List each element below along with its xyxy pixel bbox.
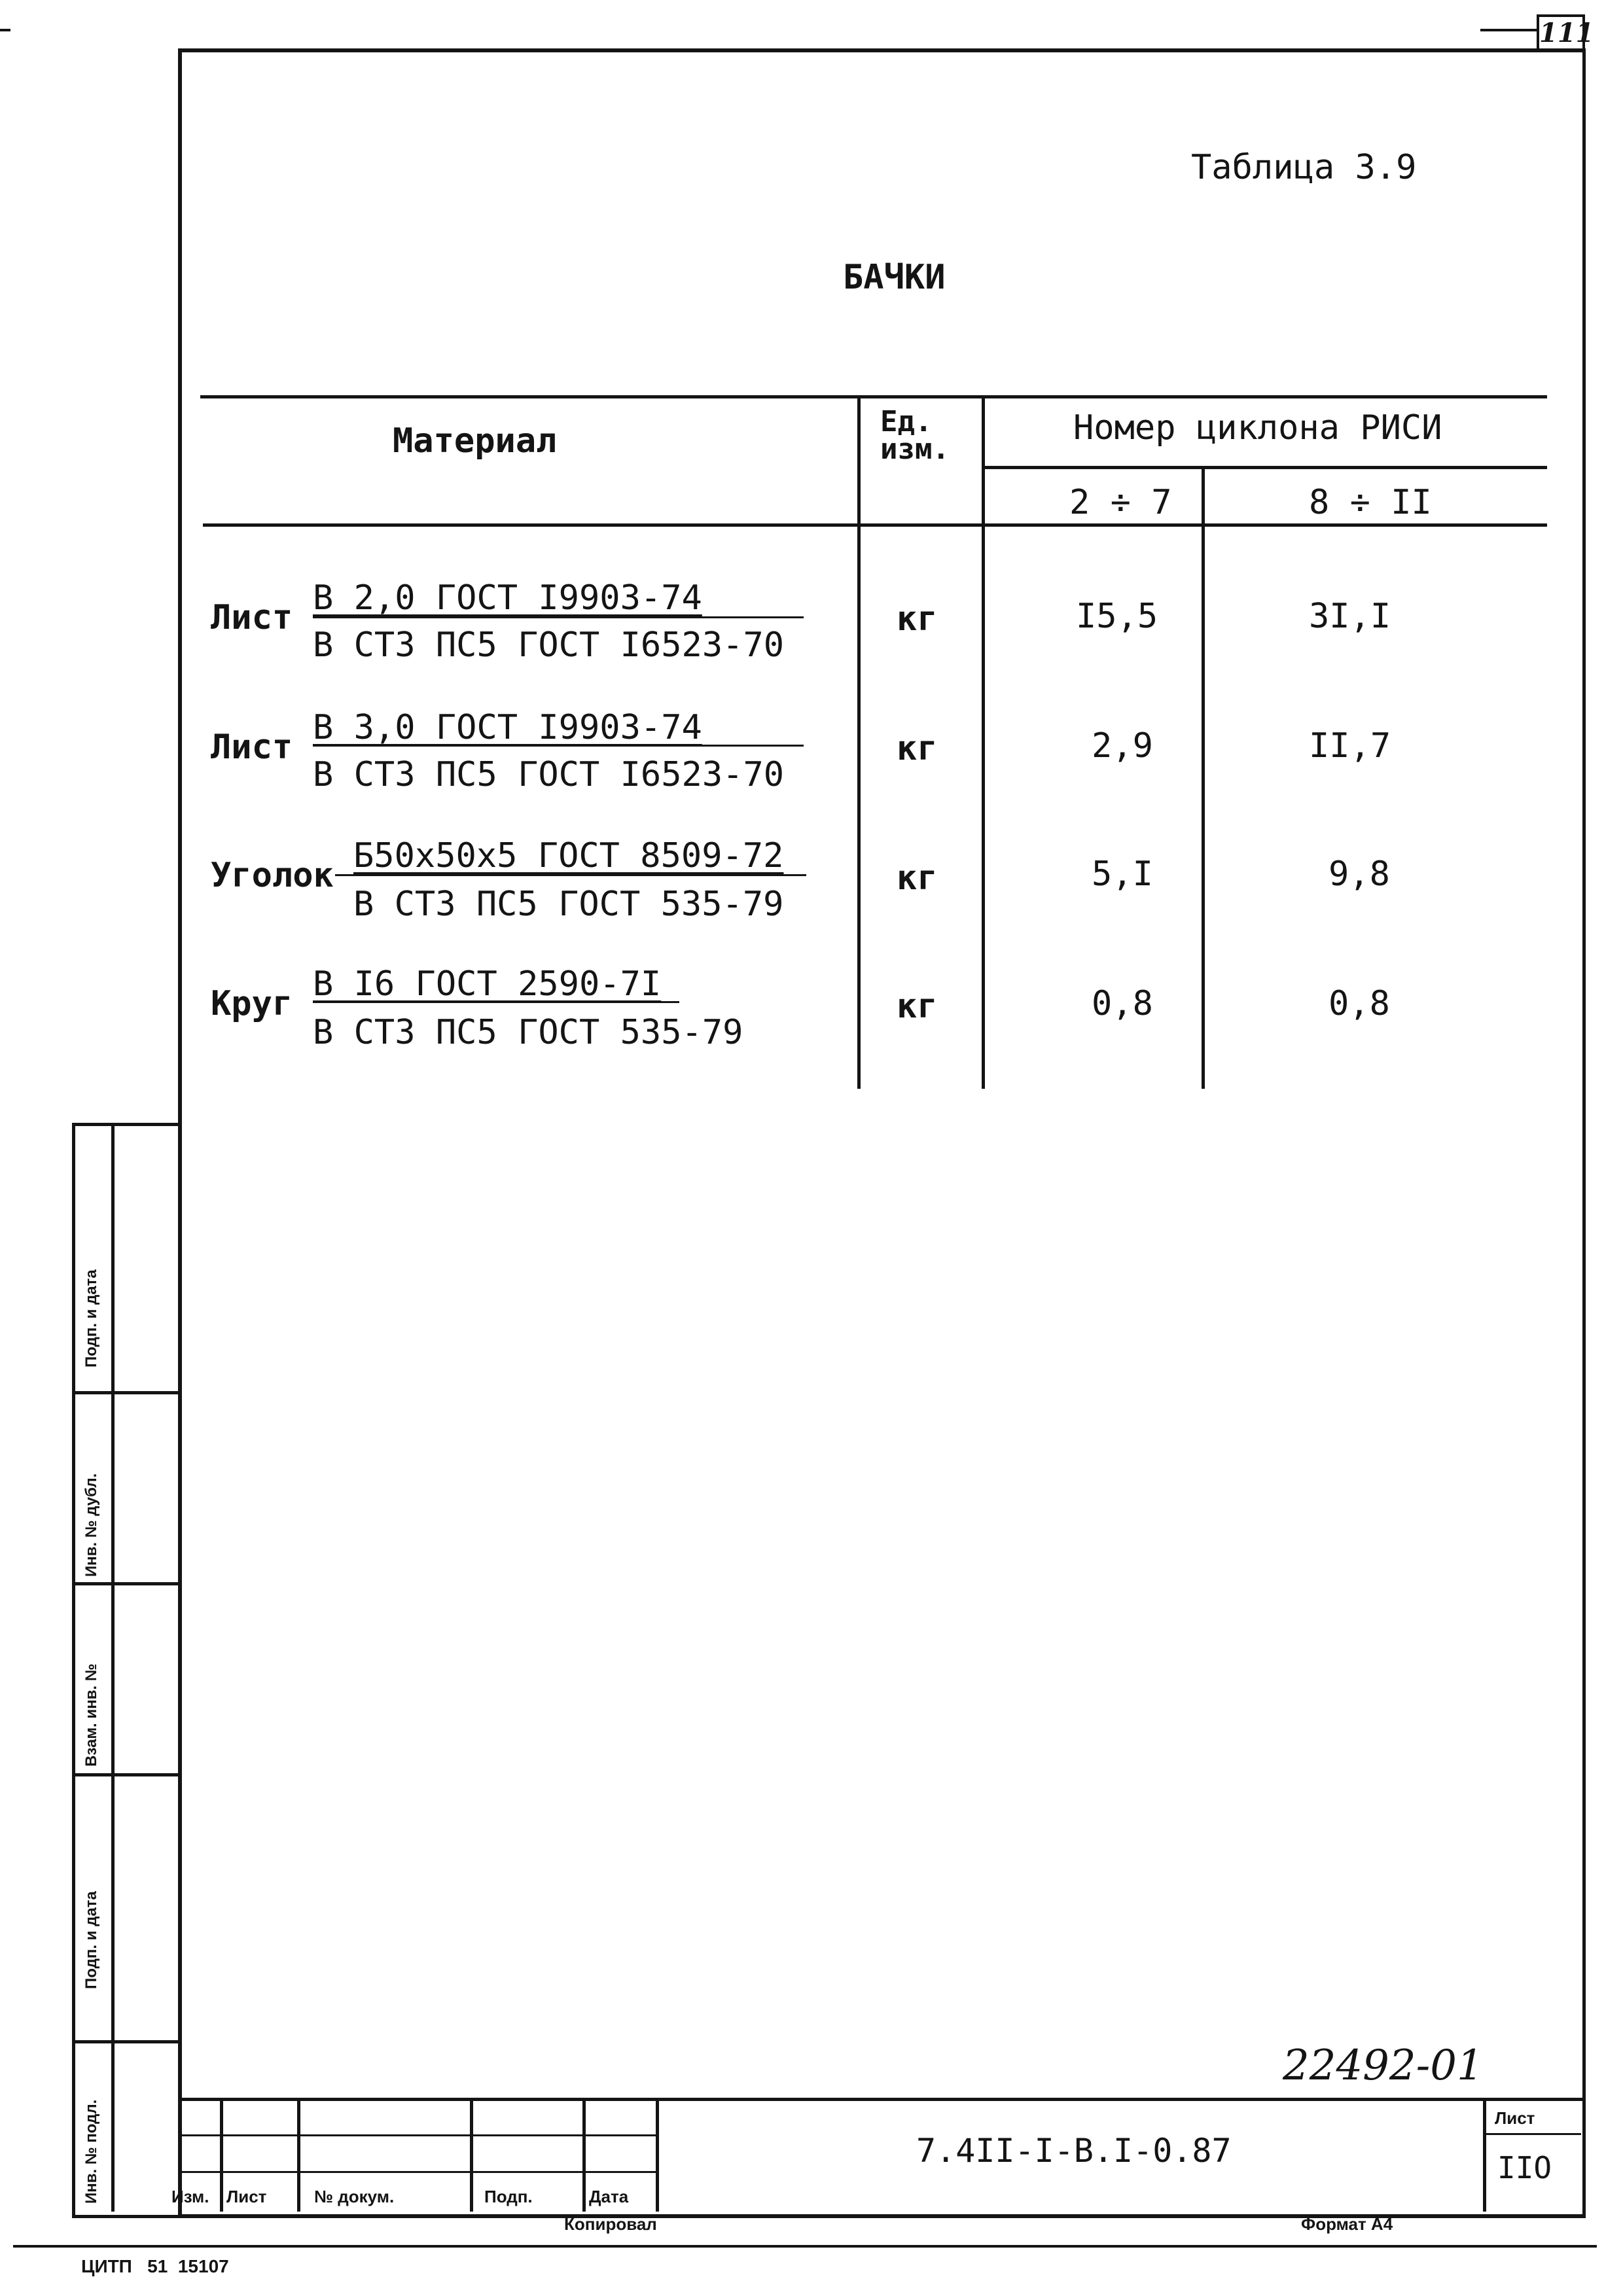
table-top-rule — [200, 395, 1547, 398]
row-3-value-1: 5,I — [1092, 855, 1153, 894]
row-3-fraction-line — [335, 874, 806, 876]
footer-imprint: ЦИТП 51 15107 — [81, 2256, 229, 2276]
top-right-rule — [1480, 29, 1537, 31]
row-3-prefix: Уголок — [211, 856, 334, 895]
side-stamp-rule — [72, 1773, 178, 1776]
row-3-unit: кг — [897, 858, 938, 898]
side-stamp-divider — [111, 1123, 115, 2212]
stamp-inv-original: Инв. № подл. — [82, 2099, 100, 2204]
row-4-fraction-line — [313, 1001, 679, 1003]
document-code: 7.4II-I-B.I-0.87 — [916, 2132, 1232, 2170]
stamp-sign-date-2: Подп. и дата — [82, 1269, 100, 1368]
row-1-fraction-line — [313, 616, 804, 618]
row-1-value-1: I5,5 — [1076, 597, 1158, 636]
row-3-top: Б50х50х5 ГОСТ 8509-72 — [353, 836, 784, 875]
row-4-value-1: 0,8 — [1092, 984, 1153, 1023]
title-block-col-rule — [470, 2098, 473, 2212]
row-4-prefix: Круг — [211, 984, 293, 1023]
col-change: Изм. — [171, 2187, 209, 2206]
row-1-bottom: В СТ3 ПС5 ГОСТ I6523-70 — [313, 626, 785, 665]
row-2-prefix: Лист — [211, 728, 293, 767]
col-doc-number: № докум. — [314, 2187, 395, 2206]
document-title: БАЧКИ — [843, 258, 946, 297]
drawing-frame — [178, 48, 1586, 2218]
title-block-col-rule — [220, 2098, 223, 2212]
sheet-box-rule — [1483, 2133, 1581, 2135]
side-stamp-rule — [72, 1391, 178, 1394]
row-4-value-2: 0,8 — [1329, 984, 1390, 1023]
col-divider-values — [1202, 466, 1205, 1089]
header-split-rule — [985, 466, 1547, 469]
row-1-unit: кг — [897, 599, 938, 639]
row-1-top: В 2,0 ГОСТ I9903-74 — [313, 578, 702, 618]
col-date: Дата — [589, 2187, 629, 2206]
title-block-col-rule — [1483, 2098, 1486, 2212]
row-4-bottom: В СТ3 ПС5 ГОСТ 535-79 — [313, 1013, 743, 1052]
header-cyclone-number: Номер циклона РИСИ — [1073, 408, 1442, 448]
footer-format: Формат А4 — [1301, 2214, 1393, 2234]
row-2-value-2: II,7 — [1309, 726, 1391, 766]
col-sheet: Лист — [226, 2187, 267, 2206]
row-3-value-2: 9,8 — [1329, 855, 1390, 894]
row-1-prefix: Лист — [211, 598, 293, 637]
side-stamp-rule — [72, 2040, 178, 2043]
stamp-sign-date-1: Подп. и дата — [82, 1891, 100, 1989]
footer-copied: Копировал — [564, 2214, 657, 2234]
row-3-bottom: В СТ3 ПС5 ГОСТ 535-79 — [353, 885, 784, 924]
handwritten-number: 22492-01 — [1283, 2041, 1484, 2090]
corner-sheet-number: 111 — [1539, 18, 1594, 48]
header-range-2: 8 ÷ II — [1309, 483, 1432, 522]
title-block-top-rule — [178, 2098, 1582, 2101]
side-stamp-rule — [72, 1582, 178, 1585]
row-2-top: В 3,0 ГОСТ I9903-74 — [313, 708, 702, 747]
title-block-col-rule — [582, 2098, 586, 2212]
header-material: Материал — [393, 421, 557, 461]
outer-bottom-rule — [13, 2245, 1597, 2248]
title-block-col-rule — [656, 2098, 659, 2212]
header-bottom-rule — [203, 523, 1547, 527]
crop-mark — [0, 29, 10, 31]
row-4-unit: кг — [897, 987, 938, 1026]
col-signature: Подп. — [484, 2187, 533, 2206]
row-2-fraction-line — [313, 745, 804, 747]
row-4-top: В I6 ГОСТ 2590-7I — [313, 964, 662, 1004]
row-2-bottom: В СТ3 ПС5 ГОСТ I6523-70 — [313, 755, 785, 794]
title-block-col-rule — [297, 2098, 300, 2212]
stamp-replace-inv: Взам. инв. № — [82, 1663, 100, 1767]
row-1-value-2: 3I,I — [1309, 597, 1391, 636]
header-unit: Ед. изм. — [880, 405, 950, 466]
stamp-inv-duplicate: Инв. № дубл. — [82, 1473, 100, 1577]
sheet-label: Лист — [1495, 2108, 1535, 2128]
table-caption: Таблица 3.9 — [1191, 148, 1417, 187]
col-divider-unit — [982, 395, 985, 1089]
row-2-unit: кг — [897, 729, 938, 768]
col-divider-material — [857, 395, 861, 1089]
header-range-1: 2 ÷ 7 — [1069, 483, 1172, 522]
corner-sheet-box — [1537, 14, 1594, 52]
sheet-number: IIO — [1497, 2150, 1552, 2185]
row-2-value-1: 2,9 — [1092, 726, 1153, 766]
